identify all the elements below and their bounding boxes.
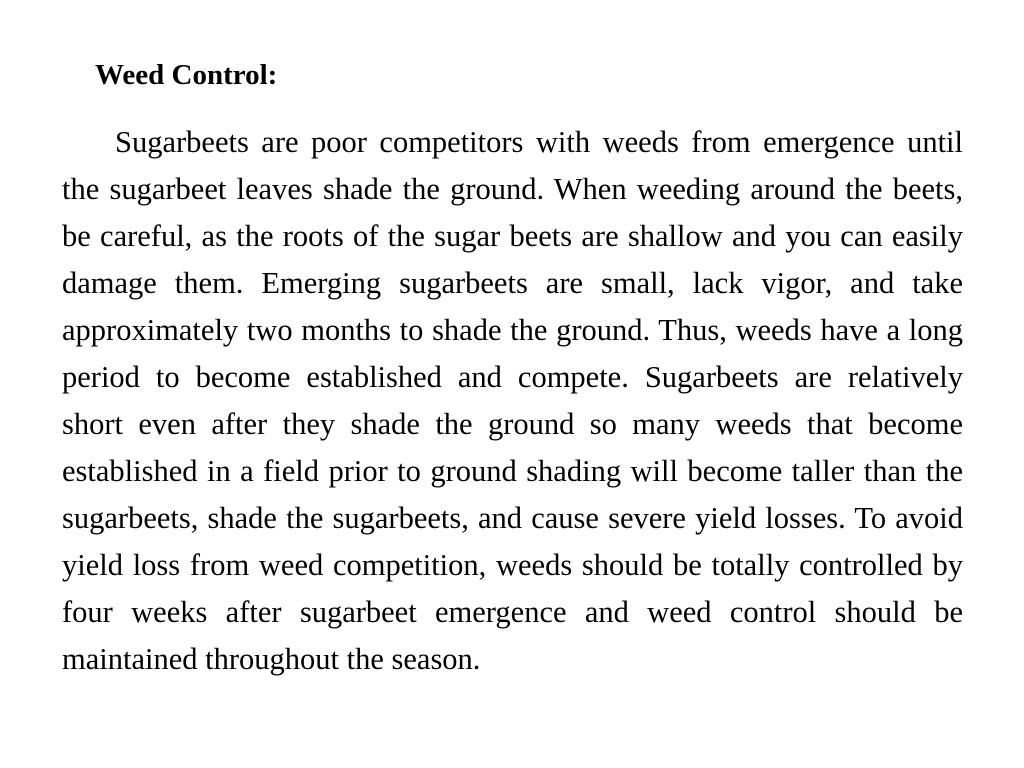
body-paragraph: Sugarbeets are poor competitors with weeds from emergence until the sugarbeet leaves shade the ground. When weeding around the beets, be careful, as the roots of the sugar beets are shallow and you can easily damage them. Emerging sugarbeets are small, lack vigor, and take approximately two months to shade the ground. Thus, weeds have a long period to become established and compete. Sugarbeets are relatively short even after they shade the ground so many weeds that become established in a field prior to ground shading will become taller than the sugarbeets, shade the sugarbeets, and cause severe yield losses. To avoid yield loss from weed competition, weeds should be totally controlled by four weeks after sugarbeet emergence and weed control should be maintained throughout the season. (62, 125, 963, 676)
section-heading: Weed Control: (95, 59, 278, 91)
